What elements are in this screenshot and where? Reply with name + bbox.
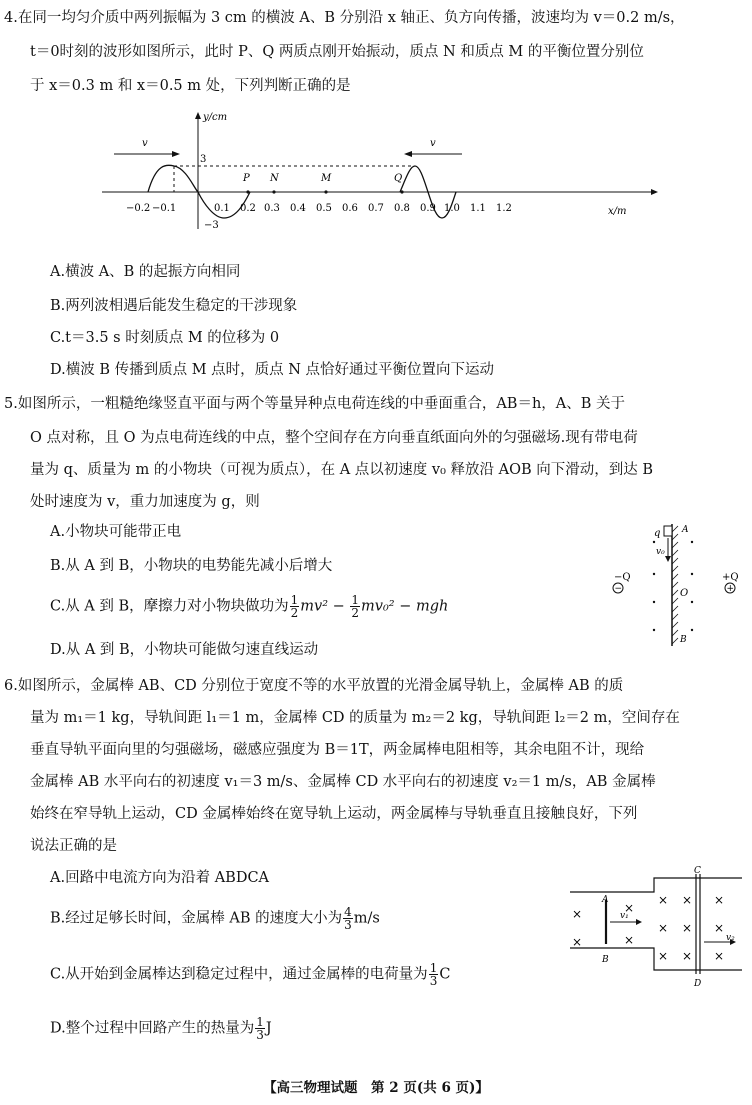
q4-option-b: B.两列波相遇后能发生稳定的干涉现象: [50, 298, 298, 314]
q6-line-6: 说法正确的是: [30, 838, 117, 854]
svg-text:0.6: 0.6: [342, 203, 358, 214]
q4-line-3: 于 x＝0.3 m 和 x＝0.5 m 处，下列判断正确的是: [30, 78, 351, 94]
q6-line-5: 始终在窄导轨上运动，CD 金属棒始终在宽导轨上运动，两金属棒与导轨垂直且接触良好，下列: [30, 806, 638, 822]
amplitude-pos-label: 3: [200, 154, 207, 165]
q6-option-b: B.经过足够长时间，金属棒 AB 的速度大小为 $\frac{4}{3}$ m/s: [50, 905, 380, 932]
svg-text:×: ×: [714, 921, 725, 935]
svg-text:1.2: 1.2: [496, 203, 512, 214]
svg-text:×: ×: [714, 893, 725, 907]
svg-text:×: ×: [682, 893, 693, 907]
svg-text:−0.1: −0.1: [152, 203, 177, 214]
svg-text:1.1: 1.1: [470, 203, 486, 214]
point-a-label: A: [682, 525, 689, 535]
v2-label: v₂: [726, 933, 735, 943]
svg-text:×: ×: [624, 901, 635, 915]
svg-text:×: ×: [682, 949, 693, 963]
svg-text:×: ×: [624, 933, 635, 947]
neg-charge-label: −Q: [614, 572, 631, 583]
q4-option-c: C.t＝3.5 s 时刻质点 M 的位移为 0: [50, 330, 280, 346]
q4-option-a: A.横波 A、B 的起振方向相同: [50, 264, 241, 280]
q5-option-d: D.从 A 到 B，小物块可能做匀速直线运动: [50, 642, 319, 658]
svg-text:0.3: 0.3: [264, 203, 280, 214]
point-n-label: N: [270, 173, 279, 184]
v-left-label: v: [142, 138, 148, 149]
svg-text:−0.2: −0.2: [126, 203, 151, 214]
neg-sign: −: [614, 584, 623, 594]
q5-line-2: O 点对称，且 O 为点电荷连线的中点，整个空间存在方向垂直纸面向外的匀强磁场.现有带电荷: [30, 430, 638, 446]
q4-option-d: D.横波 B 传播到质点 M 点时，质点 N 点恰好通过平衡位置向下运动: [50, 362, 495, 378]
q5-charge-figure: [606, 518, 746, 654]
svg-text:×: ×: [658, 949, 669, 963]
point-p-label: P: [243, 173, 250, 184]
q5-option-b: B.从 A 到 B，小物块的电势能先减小后增大: [50, 558, 333, 574]
svg-text:0.1: 0.1: [214, 203, 230, 214]
page-footer: 【高三物理试题 第 2 页(共 6 页)】: [263, 1080, 489, 1096]
rail-c-label: C: [694, 866, 701, 876]
svg-text:0.8: 0.8: [394, 203, 410, 214]
q6-line-4: 金属棒 AB 水平向右的初速度 v₁＝3 m/s、金属棒 CD 水平向右的初速度 v₂＝1 m/s，AB 金属棒: [30, 774, 656, 790]
svg-text:0.7: 0.7: [368, 203, 384, 214]
charge-q-label: q: [654, 528, 661, 539]
point-m-label: M: [321, 173, 332, 184]
q6-option-c: C.从开始到金属棒达到稳定过程中，通过金属棒的电荷量为 $\frac{1}{3}$ C: [50, 961, 451, 988]
q5-line-4: 处时速度为 v，重力加速度为 g，则: [30, 494, 260, 510]
svg-text:0.5: 0.5: [316, 203, 332, 214]
q6-line-3: 垂直导轨平面向里的匀强磁场，磁感应强度为 B＝1T，两金属棒电阻相等，其余电阻不计，现给: [30, 742, 645, 758]
svg-text:×: ×: [658, 921, 669, 935]
svg-text:0.2: 0.2: [240, 203, 256, 214]
v-right-label: v: [430, 138, 436, 149]
q5-option-c: C.从 A 到 B，摩擦力对小物块做功为 $\frac{1}{2}$ mv² − $\frac{1}{2}$ mv₀² − mgh: [50, 593, 449, 620]
q4-line-1: 4.在同一均匀介质中两列振幅为 3 cm 的横波 A、B 分别沿 x 轴正、负方向传播，波速均为 v＝0.2 m/s，: [4, 10, 685, 26]
q6-option-a: A.回路中电流方向为沿着 ABDCA: [50, 870, 270, 886]
x-axis-ticks: [126, 203, 512, 214]
q4-wave-figure: [90, 104, 670, 234]
rail-b-label: B: [602, 955, 609, 965]
svg-text:×: ×: [714, 949, 725, 963]
q5-line-1: 5.如图所示，一粗糙绝缘竖直平面与两个等量异种点电荷连线的中垂面重合，AB＝h，A、B 关于: [4, 396, 626, 412]
point-o-label: O: [680, 588, 689, 599]
rail-a-label: A: [602, 895, 609, 905]
q5-option-a: A.小物块可能带正电: [50, 524, 182, 540]
svg-text:×: ×: [682, 921, 693, 935]
magnetic-field-crosses: [572, 893, 724, 963]
v1-label: v₁: [620, 911, 629, 921]
point-b-label: B: [680, 635, 687, 645]
q6-option-d: D.整个过程中回路产生的热量为 $\frac{1}{3}$ J: [50, 1015, 272, 1042]
q5-line-3: 量为 q、质量为 m 的小物块（可视为质点），在 A 点以初速度 v₀ 释放沿 AOB 向下滑动，到达 B: [30, 462, 654, 478]
q4-line-2: t＝0时刻的波形如图所示，此时 P、Q 两质点刚开始振动，质点 N 和质点 M 的平衡位置分别位: [30, 44, 644, 60]
point-q-label: Q: [394, 173, 403, 184]
svg-text:×: ×: [572, 907, 583, 921]
pos-charge-label: +Q: [722, 572, 739, 583]
q6-line-1: 6.如图所示，金属棒 AB、CD 分别位于宽度不等的水平放置的光滑金属导轨上，金属棒 AB 的质: [4, 678, 624, 694]
y-axis-label: y/cm: [203, 112, 228, 123]
amplitude-neg-label: −3: [204, 220, 219, 231]
svg-text:0.4: 0.4: [290, 203, 306, 214]
q6-rail-figure: [566, 864, 746, 992]
svg-text:×: ×: [658, 893, 669, 907]
x-axis-label: x/m: [608, 206, 627, 217]
svg-text:1.0: 1.0: [444, 203, 460, 214]
rail-d-label: D: [694, 979, 702, 989]
v0-label: v₀: [656, 547, 665, 557]
pos-sign: +: [726, 584, 735, 594]
svg-text:0.9: 0.9: [420, 203, 436, 214]
q6-line-2: 量为 m₁＝1 kg，导轨间距 l₁＝1 m，金属棒 CD 的质量为 m₂＝2 kg，导轨间距 l₂＝2 m，空间存在: [30, 710, 680, 726]
svg-text:×: ×: [572, 935, 583, 949]
